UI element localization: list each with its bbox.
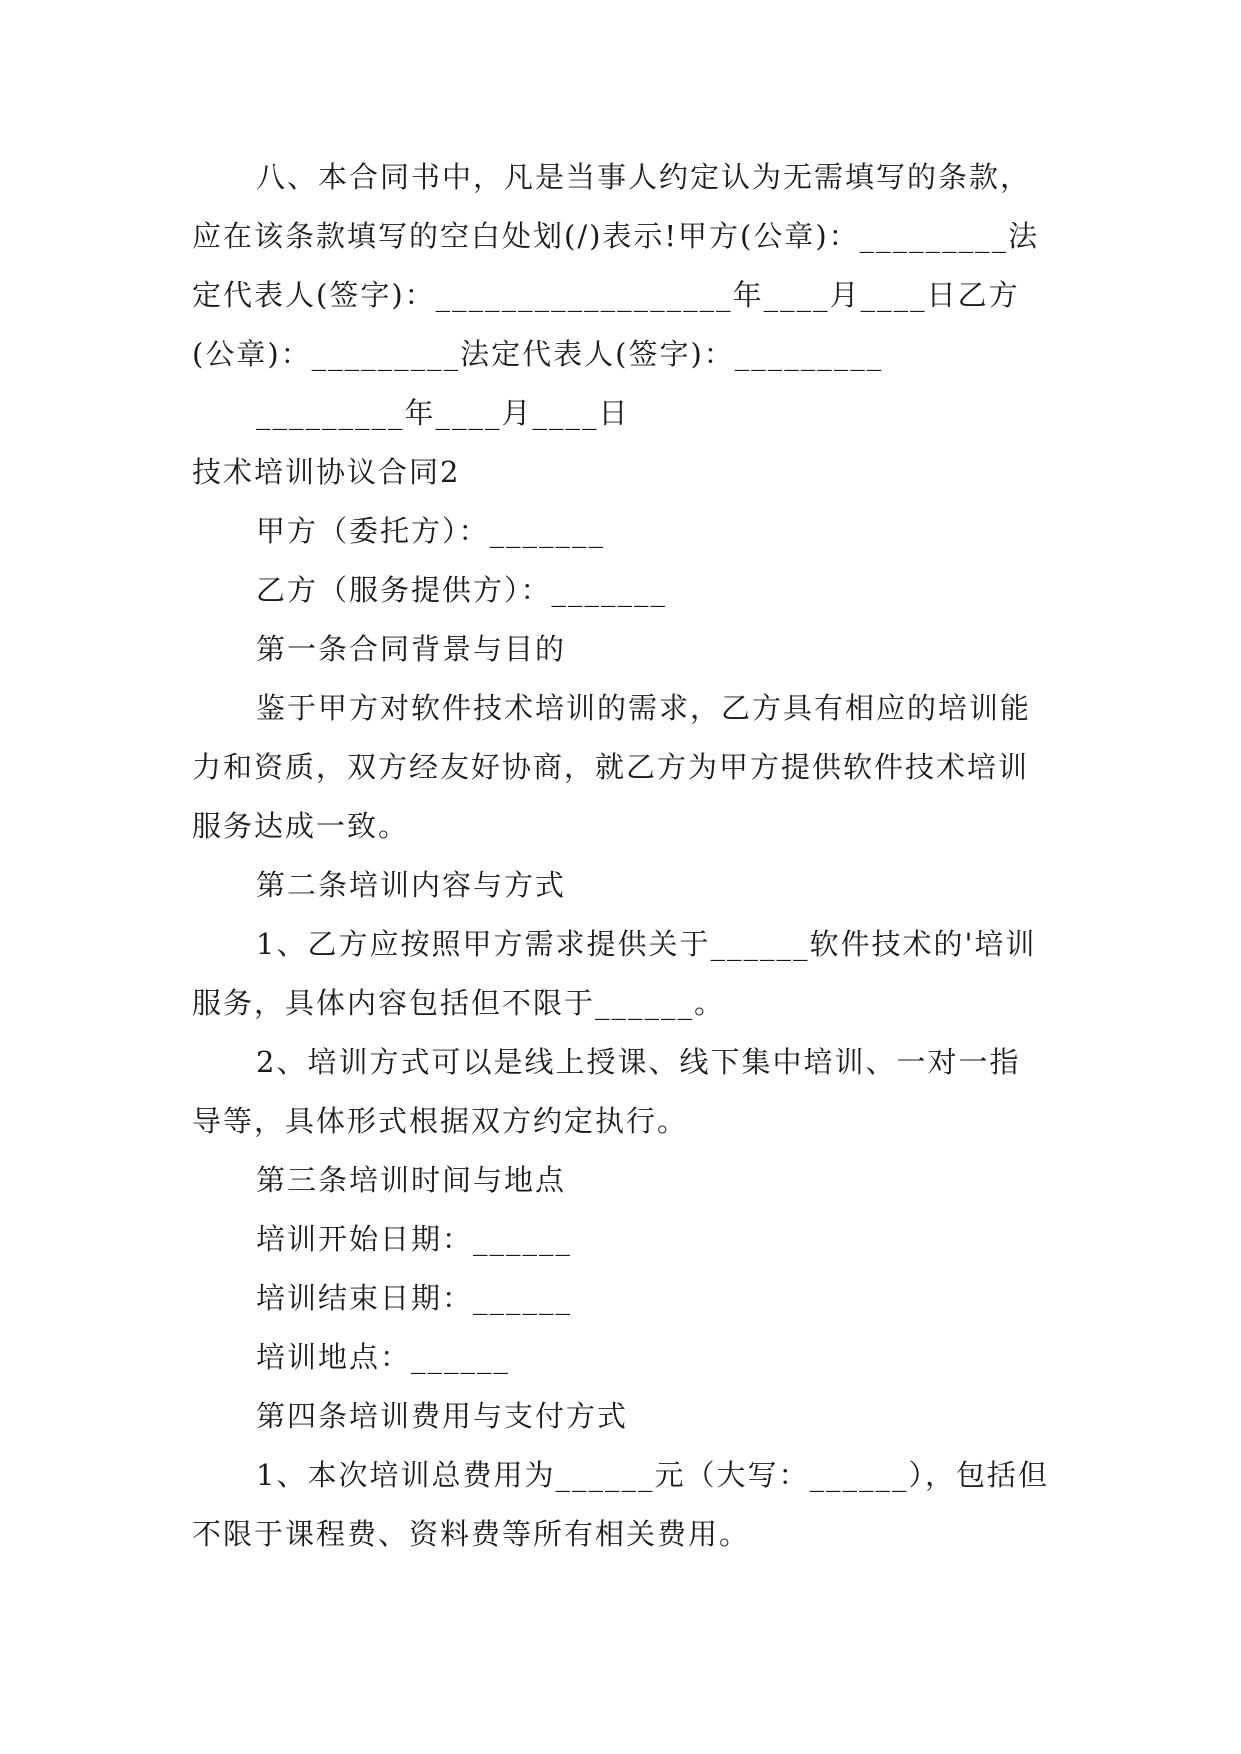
party-a-line: 甲方（委托方）：_______ bbox=[256, 514, 606, 548]
paragraph-date-line: _________年____月____日 bbox=[256, 396, 630, 430]
training-end-date: 培训结束日期：______ bbox=[256, 1281, 573, 1315]
article-two-item-two: 2、培训方式可以是线上授课、线下集中培训、一对一指导等，具体形式根据双方约定执行。 bbox=[192, 1045, 1021, 1138]
article-four-heading: 第四条培训费用与支付方式 bbox=[256, 1399, 629, 1433]
article-two-heading: 第二条培训内容与方式 bbox=[256, 868, 567, 902]
section-title: 技术培训协议合同2 bbox=[192, 455, 461, 489]
document-body bbox=[192, 148, 1050, 1564]
article-one-heading: 第一条合同背景与目的 bbox=[256, 632, 567, 666]
article-one-body: 鉴于甲方对软件技术培训的需求，乙方具有相应的培训能力和资质，双方经友好协商，就乙方为甲方提供软件技术培训服务达成一致。 bbox=[192, 691, 1032, 843]
paragraph-clause-eight: 八、本合同书中，凡是当事人约定认为无需填写的条款，应在该条款填写的空白处划(/)表示!甲方(公章)：_________法定代表人(签字)：__________________年____月____日乙方(公章)：_________法定代表人(签字)：_________ bbox=[192, 160, 1040, 371]
training-location: 培训地点：______ bbox=[256, 1340, 511, 1374]
article-four-item-one: 1、本次培训总费用为______元（大写：______），包括但不限于课程费、资料费等所有相关费用。 bbox=[192, 1458, 1049, 1551]
article-three-heading: 第三条培训时间与地点 bbox=[256, 1163, 567, 1197]
training-start-date: 培训开始日期：______ bbox=[256, 1222, 573, 1256]
party-b-line: 乙方（服务提供方）：_______ bbox=[256, 573, 668, 607]
article-two-item-one: 1、乙方应按照甲方需求提供关于______软件技术的'培训服务，具体内容包括但不限于______。 bbox=[192, 927, 1037, 1020]
